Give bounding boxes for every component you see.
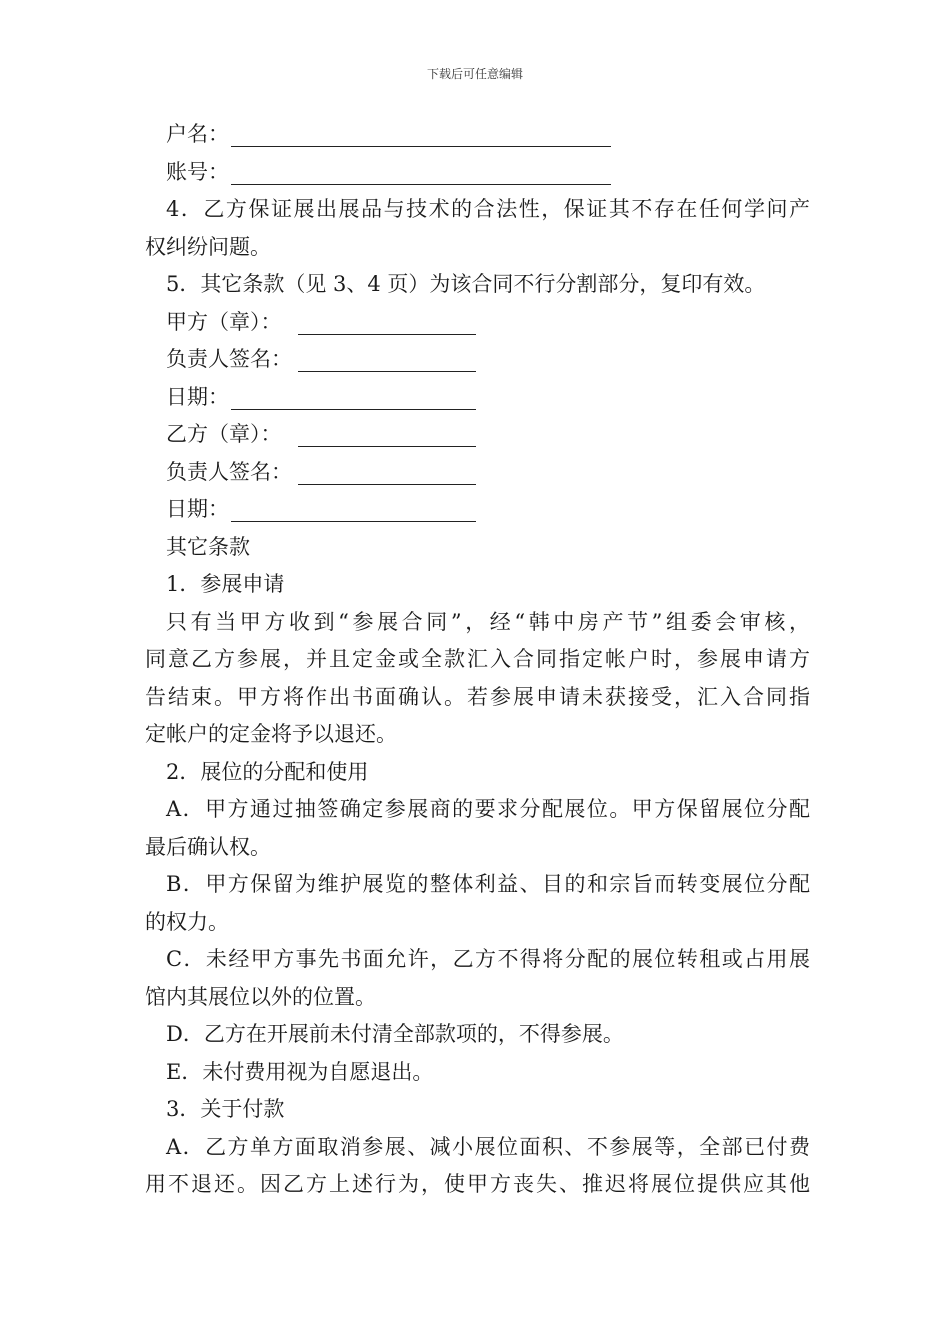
party-a-signer-label: 负责人签名： <box>166 347 292 371</box>
account-number-field <box>145 154 810 192</box>
page-header: 下载后可任意编辑 <box>426 67 523 81</box>
account-name-label: 户名： <box>166 122 229 146</box>
party-b-signer-label: 负责人签名： <box>166 459 292 484</box>
party-a-signer-blank <box>298 371 476 372</box>
section-1-line-1: 只有当甲方收到“参展合同”，经“韩中房产节”组委会审核， <box>166 609 810 634</box>
section-1-title: 1．参展申请 <box>166 572 285 596</box>
account-name-field <box>145 116 810 154</box>
party-b-seal-field <box>145 416 810 454</box>
section-2-title: 2．展位的分配和使用 <box>166 759 369 784</box>
party-b-seal-blank <box>298 446 476 447</box>
party-a-seal-field <box>145 304 810 342</box>
party-a-date-label: 日期： <box>166 384 229 409</box>
section-1-line-2: 同意乙方参展，并且定金或全款汇入合同指定帐户时，参展申请方 <box>145 647 810 671</box>
account-number-label: 账号： <box>166 159 229 184</box>
party-b-date-label: 日期： <box>166 497 229 521</box>
section-2e: E．未付费用视为自愿退出。 <box>166 1059 434 1084</box>
party-a-date-blank <box>231 409 476 410</box>
party-a-signer-field <box>145 341 810 379</box>
section-2c-line-2: 馆内其展位以外的位置。 <box>145 984 376 1009</box>
section-3-title: 3．关于付款 <box>166 1097 285 1121</box>
party-b-date-field <box>145 491 810 529</box>
clause-4-line-2: 权纠纷问题。 <box>145 234 271 259</box>
account-name-blank <box>231 146 611 147</box>
section-2b-line-1: B．甲方保留为维护展览的整体利益、目的和宗旨而转变展位分配 <box>166 872 810 896</box>
section-1-line-4: 定帐户的定金将予以退还。 <box>145 722 397 746</box>
contract-body <box>145 116 810 1204</box>
party-a-seal-label: 甲方（章）： <box>166 309 282 334</box>
other-terms-heading: 其它条款 <box>166 534 250 559</box>
section-2a-line-2: 最后确认权。 <box>145 834 271 859</box>
section-1-line-3: 告结束。甲方将作出书面确认。若参展申请未获接受，汇入合同指 <box>145 684 810 709</box>
clause-5: 5．其它条款（见 3、4 页）为该合同不行分割部分，复印有效。 <box>166 272 766 296</box>
section-3a-line-2: 用不退还。因乙方上述行为，使甲方丧失、推迟将展位提供应其他 <box>145 1172 810 1196</box>
section-2a-line-1: A．甲方通过抽签确定参展商的要求分配展位。甲方保留展位分配 <box>166 797 810 821</box>
clause-4-line-1: 4．乙方保证展出展品与技术的合法性，保证其不存在任何学问产 <box>166 197 810 221</box>
party-b-signer-blank <box>298 484 476 485</box>
section-2b-line-2: 的权力。 <box>145 909 229 934</box>
section-2d: D．乙方在开展前未付清全部款项的，不得参展。 <box>166 1022 624 1046</box>
section-3a-line-1: A．乙方单方面取消参展、减小展位面积、不参展等，全部已付费 <box>166 1134 810 1159</box>
party-b-seal-label: 乙方（章）： <box>166 422 282 446</box>
party-b-date-blank <box>231 521 476 522</box>
section-2c-line-1: C．未经甲方事先书面允许，乙方不得将分配的展位转租或占用展 <box>166 947 810 971</box>
account-number-blank <box>231 184 611 185</box>
party-b-signer-field <box>145 454 810 492</box>
party-a-date-field <box>145 379 810 417</box>
party-a-seal-blank <box>298 334 476 335</box>
